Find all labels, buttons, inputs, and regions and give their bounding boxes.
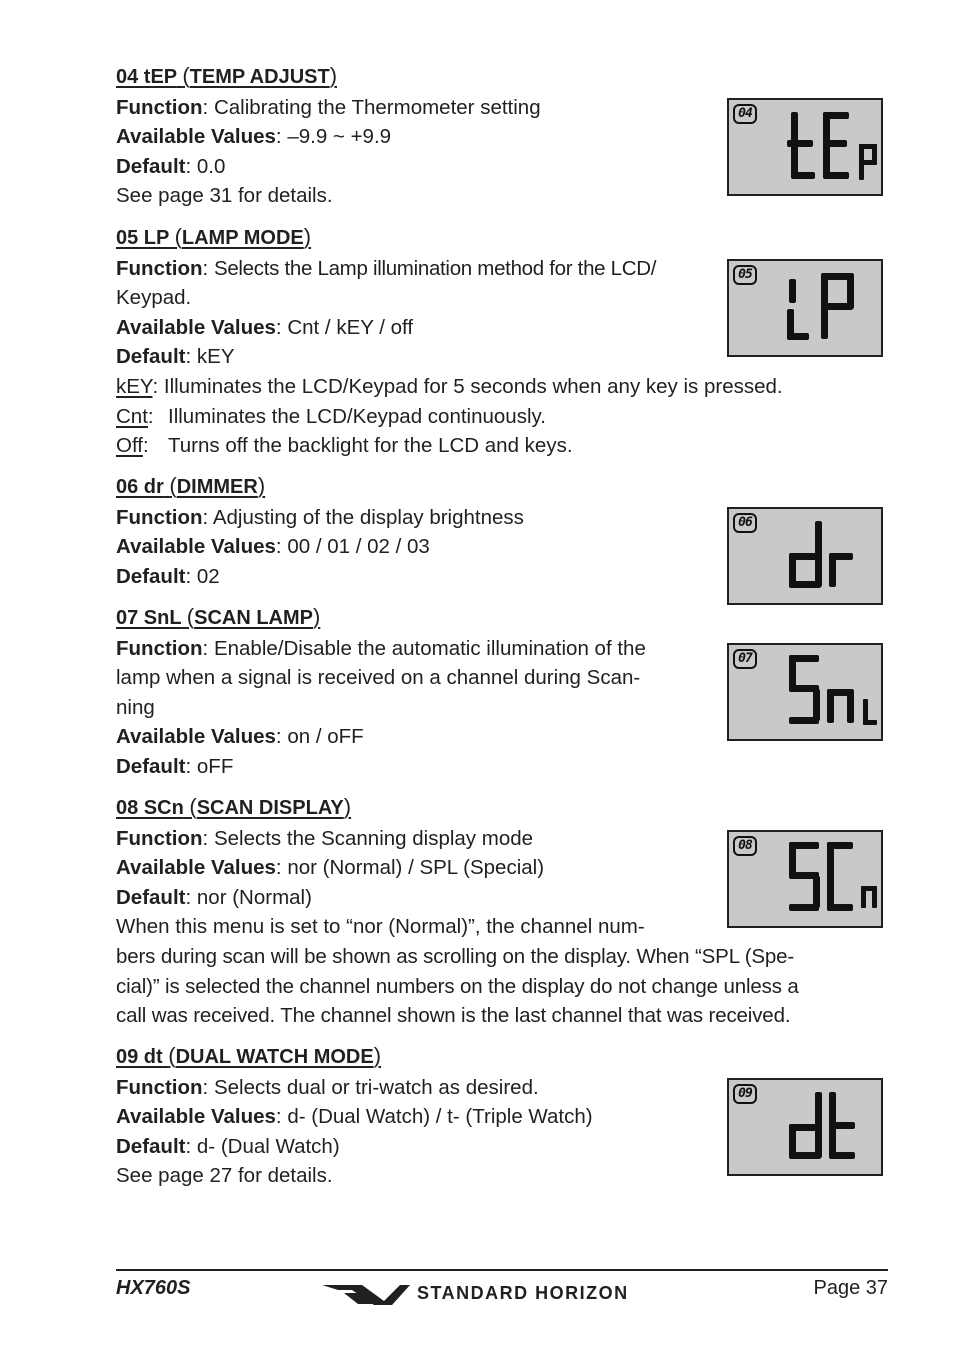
values-text: 00 / 01 / 02 / 03	[287, 535, 430, 559]
lcd-segment-text-lp	[729, 261, 885, 359]
description-text: When this menu is set to “nor (Normal)”, the channel num-	[116, 915, 645, 939]
lcd-menu-number: 09	[733, 1084, 757, 1104]
note-text: See page 27 for details.	[116, 1164, 333, 1188]
values-text: on / oFF	[287, 725, 364, 749]
lcd-segment-text-tep	[729, 100, 885, 198]
section-heading: 08 SCn (SCAN DISPLAY)	[116, 794, 352, 819]
section-07-scan-lamp: 07 SnL (SCAN LAMP) Function: Enable/Disable the automatic illumination of the lamp when a signal is received on a channel during Scan- ning Available Values: on / oFF Default: oFF	[116, 602, 896, 782]
lcd-segment-text-scn	[729, 832, 885, 930]
section-heading: 06 dr (DIMMER)	[116, 473, 266, 498]
lcd-menu-number: 04	[733, 104, 757, 124]
default-text: d- (Dual Watch)	[196, 1134, 340, 1158]
section-heading: 04 tEP (TEMP ADJUST)	[116, 63, 338, 88]
default-text: kEY	[196, 345, 235, 369]
lcd-display-lp	[727, 259, 883, 357]
section-heading: 07 SnL (SCAN LAMP)	[116, 604, 321, 629]
function-text: Selects the Lamp illumination method for the LCD/	[213, 256, 657, 280]
function-text: Calibrating the Thermometer setting	[213, 95, 541, 119]
lcd-menu-number: 07	[733, 649, 757, 669]
lcd-menu-number: 05	[733, 265, 757, 285]
default-text: oFF	[196, 754, 234, 778]
lcd-display-dr	[727, 507, 883, 605]
option-cnt: Cnt: Illuminates the LCD/Keypad continuously.	[116, 404, 546, 428]
function-text: Selects dual or tri-watch as desired.	[213, 1075, 539, 1099]
lcd-segment-text-dt	[729, 1080, 885, 1178]
option-key: kEY: Illuminates the LCD/Keypad for 5 seconds when any key is pressed.	[116, 374, 783, 398]
function-text: Adjusting of the display brightness	[212, 505, 524, 529]
values-text: –9.9 ~ +9.9	[287, 125, 392, 149]
default-text: 0.0	[196, 154, 226, 178]
note-text: See page 31 for details.	[116, 184, 333, 208]
lcd-menu-number: 08	[733, 836, 757, 856]
section-06-dimmer: 06 dr (DIMMER) Function: Adjusting of the display brightness Available Values: 00 / 01 / 02 / 03 Default: 02	[116, 471, 896, 591]
values-text: d- (Dual Watch) / t- (Triple Watch)	[287, 1105, 593, 1129]
manual-page	[116, 0, 896, 1354]
section-04-temp-adjust: 04 tEP (TEMP ADJUST) Function: Calibrating the Thermometer setting Available Values: –9.9 ~ +9.9 Default: 0.0 See page 31 for details.	[116, 61, 896, 211]
lcd-display-dt	[727, 1078, 883, 1176]
lcd-segment-text-snl	[729, 645, 885, 743]
values-text: Cnt / kEY / off	[287, 315, 414, 339]
option-off: Off: Turns off the backlight for the LCD and keys.	[116, 434, 573, 458]
footer-rule	[116, 1269, 888, 1271]
default-text: 02	[196, 564, 220, 588]
lcd-display-tep	[727, 98, 883, 196]
values-text: nor (Normal) / SPL (Special)	[287, 856, 545, 880]
page-number: Page 37	[813, 1277, 888, 1299]
function-text: Enable/Disable the automatic illumination of the	[213, 636, 646, 660]
function-text: Selects the Scanning display mode	[213, 826, 534, 850]
section-09-dual-watch-mode: 09 dt (DUAL WATCH MODE) Function: Selects dual or tri-watch as desired. Available Values: d- (Dual Watch) / t- (Triple Watch) Default: d- (Dual Watch) See page 27 for details.	[116, 1041, 896, 1191]
default-text: nor (Normal)	[196, 885, 312, 909]
lcd-display-scn	[727, 830, 883, 928]
lcd-menu-number: 06	[733, 513, 757, 533]
brand-name: STANDARD HORIZON	[417, 1283, 629, 1303]
section-heading: 05 LP (LAMP MODE)	[116, 224, 312, 249]
model-name: HX760S	[116, 1277, 191, 1299]
brand-wave-icon	[322, 1282, 412, 1308]
brand-logo	[322, 1280, 692, 1310]
section-08-scan-display: 08 SCn (SCAN DISPLAY) Function: Selects the Scanning display mode Available Values: nor (Normal) / SPL (Special) Default: nor (Normal) When this menu is set to “nor (Normal)”, the channel num- bers during scan will be shown as scrolling on the display. When “SPL (Spe- cial)” is selected the channel numbers on the display do not change unless a call was received. The channel shown is the last channel that was received.	[116, 792, 896, 1031]
section-05-lamp-mode: 05 LP (LAMP MODE) Function: Selects the Lamp illumination method for the LCD/ Keypad. Available Values: Cnt / kEY / off Default: kEY kEY: Illuminates the LCD/Keypad for 5 seconds when any key is pressed. Cnt: Illuminates the LCD/Keypad continuously. Off: Turns off the backlight for the LCD and keys.	[116, 222, 896, 461]
lcd-segment-text-dr	[729, 509, 885, 607]
lcd-display-snl	[727, 643, 883, 741]
section-heading: 09 dt (DUAL WATCH MODE)	[116, 1043, 382, 1068]
